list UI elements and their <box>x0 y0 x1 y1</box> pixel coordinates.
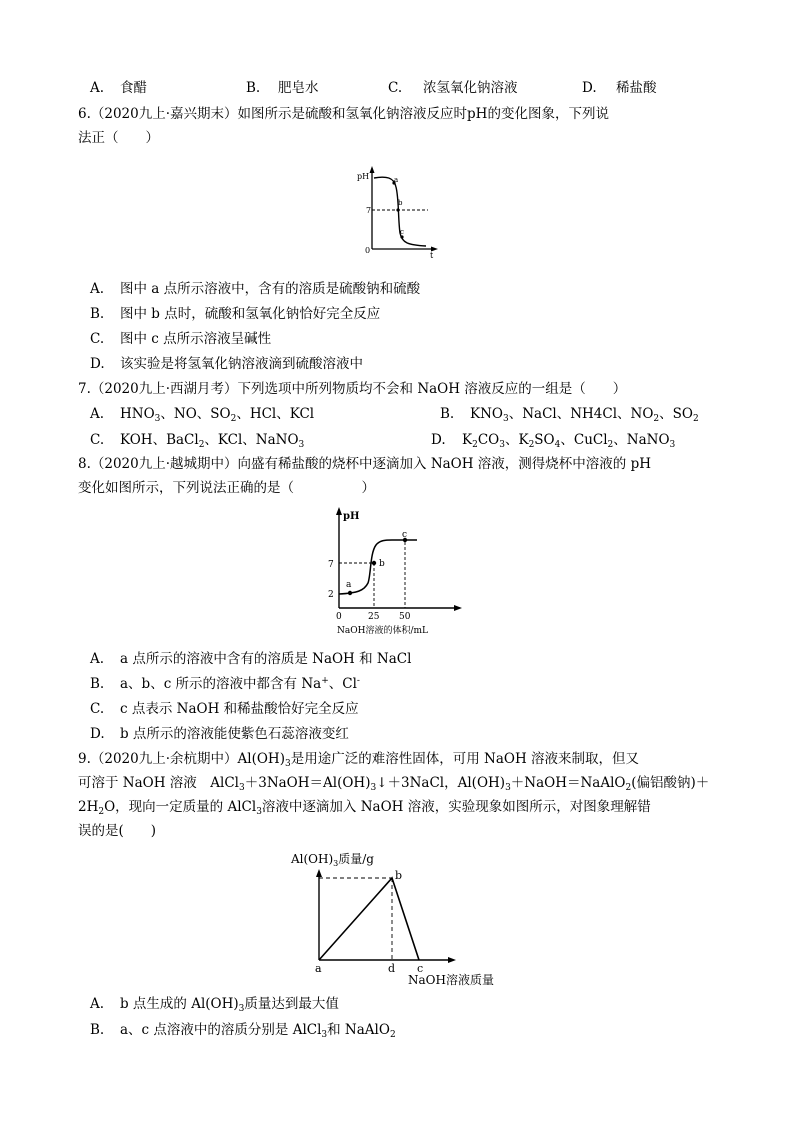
q6-point-b <box>396 208 399 211</box>
q7-stem: 7.（2020九上·西湖月考）下列选项中所列物质均不会和 NaOH 溶液反应的一组是（ ） <box>78 381 627 397</box>
q9-option-b-text: a、c 点溶液中的溶质分别是 AlCl$_3$和 NaAlO$_2$ <box>120 1022 396 1040</box>
q9-option-a-text: b 点生成的 $Al(OH)_3$质量达到最大值 <box>120 996 339 1014</box>
q6-ph-figure <box>350 163 440 261</box>
q9-stem-line1: 9.（2020九上·余杭期中）$Al(OH)_3$是用途广泛的难溶性固体，可用 NaOH 溶液来制取，但又 <box>78 751 640 769</box>
q6-option-d-text: 该实验是将氢氧化钠溶液滴到硫酸溶液中 <box>120 356 363 372</box>
q6-option-d-letter: D. <box>90 356 105 372</box>
q9-label-c: c <box>417 962 424 975</box>
q6-label-c: c <box>400 228 404 236</box>
q9-x-label: NaOH溶液质量 <box>408 973 494 986</box>
q9-label-d: d <box>388 962 396 975</box>
q8-xtick-50: 50 <box>399 612 411 622</box>
q6-option-a-letter: A. <box>90 281 105 297</box>
q6-option-a-text: 图中 a 点所示溶液中，含有的溶质是硫酸钠和硫酸 <box>120 281 421 297</box>
q8-y-label: pH <box>343 511 360 522</box>
q9-stem-line4: 误的是( ) <box>78 823 157 839</box>
q7-option-d-letter: D. <box>431 432 446 448</box>
q6-stem-line2: 法正（ ） <box>78 130 159 146</box>
q9-stem-line2: 可溶于 NaOH 溶液 $AlCl_3+3NaOH=Al(OH)_3↓+3NaCl$，$Al(OH)_3+NaOH=NaAlO_2$(偏铝酸钠)＋ <box>78 775 710 793</box>
q5-option-d-letter: D. <box>582 80 597 96</box>
q6-y-arrow <box>370 166 375 173</box>
q9-label-b: b <box>395 869 403 882</box>
q6-seven-label: 7 <box>366 206 372 215</box>
q8-ph-figure <box>322 505 472 639</box>
q7-option-b-text: $KNO_3$、NaCl、NH4Cl、$NO_2$、$SO_2$ <box>470 406 699 424</box>
q8-option-a-letter: A. <box>90 651 105 667</box>
q7-option-c-text: KOH、BaCl$_2$、KCl、NaNO$_3$ <box>120 432 305 450</box>
q8-label-a: a <box>346 580 352 590</box>
q9-label-a: a <box>315 962 322 975</box>
q8-option-d-letter: D. <box>90 726 105 742</box>
q6-label-a: a <box>394 176 399 184</box>
q8-option-c-letter: C. <box>90 701 105 717</box>
q9-x-arrow <box>448 957 456 963</box>
q8-x-label: NaOH溶液的体积/mL <box>337 626 429 636</box>
q6-option-b-letter: B. <box>90 306 105 322</box>
q7-option-a-letter: A. <box>90 406 105 422</box>
q8-option-b-letter: B. <box>90 676 105 692</box>
q9-stem-line3: $2H_2O$，现向一定质量的 AlCl$_3$溶液中逐滴加入 NaOH 溶液，实验现象如图所示，对图象理解错 <box>78 799 651 817</box>
q8-ytick-2: 2 <box>328 590 334 600</box>
q8-stem-line2: 变化如图所示，下列说法正确的是（ ） <box>78 480 375 496</box>
q6-label-b: b <box>398 199 403 207</box>
q8-y-arrow <box>336 507 342 515</box>
q6-option-b-text: 图中 b 点时，硫酸和氢氧化钠恰好完全反应 <box>120 306 381 322</box>
q6-option-c-letter: C. <box>90 331 105 347</box>
q9-y-arrow <box>316 869 322 877</box>
q5-option-c-letter: C. <box>388 80 403 96</box>
q9-option-b-letter: B. <box>90 1022 105 1038</box>
q9-aloh3-figure <box>286 848 516 986</box>
q6-y-label: pH <box>357 172 370 181</box>
q8-label-c: c <box>402 530 408 540</box>
q8-option-d-text: b 点所示的溶液能使紫色石蕊溶液变红 <box>120 726 349 742</box>
q8-x-arrow <box>454 605 462 611</box>
q6-stem-line1: 6.（2020九上·嘉兴期末）如图所示是硫酸和氢氧化钠溶液反应时pH的变化图象，下列说 <box>78 106 609 122</box>
q5-option-a-text: 食醋 <box>120 80 147 96</box>
q7-option-b-letter: B. <box>440 406 455 422</box>
q6-origin-label: 0 <box>365 246 371 255</box>
q5-option-b-text: 肥皂水 <box>278 80 319 96</box>
q9-curve <box>319 878 419 960</box>
q9-y-label: $Al(OH)_3$质量/g <box>291 852 374 868</box>
q8-xtick-25: 25 <box>368 612 380 622</box>
q8-xtick-0: 0 <box>336 612 342 622</box>
q5-option-c-text: 浓氢氧化钠溶液 <box>423 80 518 96</box>
q8-ytick-7: 7 <box>328 560 334 570</box>
q7-option-a-text: $HNO_3$、NO、$SO_2$、HCl、KCl <box>120 406 315 424</box>
q5-option-a-letter: A. <box>90 80 105 96</box>
q6-x-label: t <box>430 251 434 260</box>
q9-option-a-letter: A. <box>90 996 105 1012</box>
q5-option-d-text: 稀盐酸 <box>616 80 657 96</box>
q8-point-a <box>348 591 352 595</box>
q5-option-b-letter: B. <box>246 80 261 96</box>
q7-option-d-text: $K_2CO_3$、$K_2SO_4$、CuCl$_2$、NaNO$_3$ <box>462 432 676 450</box>
q8-stem-line1: 8.（2020九上·越城期中）向盛有稀盐酸的烧杯中逐滴加入 NaOH 溶液，测得烧杯中溶液的 pH <box>78 456 652 472</box>
q8-option-c-text: c 点表示 NaOH 和稀盐酸恰好完全反应 <box>120 701 359 717</box>
q8-option-b-text: a、b、c 所示的溶液中都含有 Na+、Cl- <box>120 676 360 692</box>
q8-option-a-text: a 点所示的溶液中含有的溶质是 NaOH 和 NaCl <box>120 651 412 667</box>
q7-option-c-letter: C. <box>90 432 105 448</box>
q6-option-c-text: 图中 c 点所示溶液呈碱性 <box>120 331 272 347</box>
q8-label-b: b <box>379 559 385 569</box>
q8-point-b <box>372 561 376 565</box>
